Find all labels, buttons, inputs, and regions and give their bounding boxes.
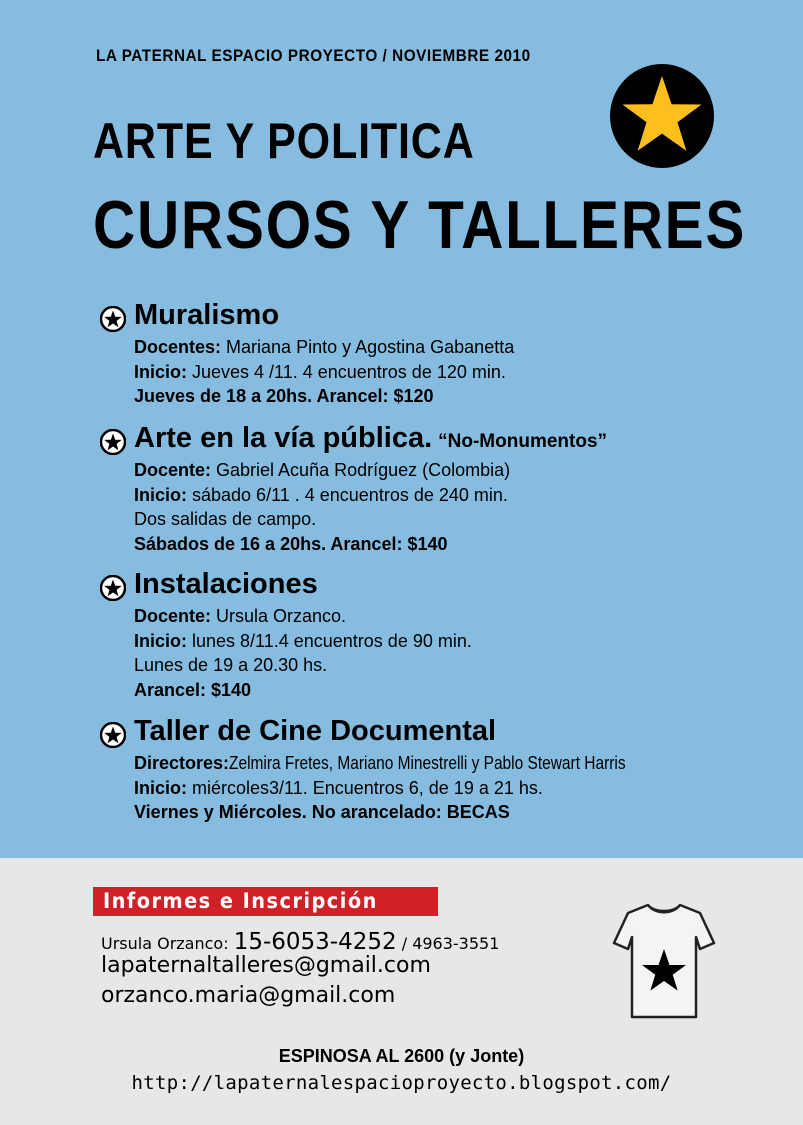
schedule-fee: Jueves de 18 a 20hs. Arancel: $120	[134, 386, 434, 406]
start-value: sábado 6/11 . 4 encuentros de 240 min.	[187, 484, 508, 505]
teacher-label: Docentes:	[134, 337, 222, 357]
directors-label: Directores:	[134, 753, 230, 773]
start-value: lunes 8/11.4 encuentros de 90 min.	[187, 630, 472, 651]
teacher-value: Mariana Pinto y Agostina Gabanetta	[221, 337, 515, 357]
start-label: Inicio:	[134, 777, 187, 798]
tshirt-icon	[610, 885, 718, 1023]
contact-name: Ursula Orzanco:	[101, 934, 234, 953]
teacher-label: Docente:	[134, 606, 212, 626]
start-label: Inicio:	[134, 630, 187, 651]
star-bullet-icon	[100, 722, 126, 748]
start-label: Inicio:	[134, 484, 187, 505]
schedule-fee: Sábados de 16 a 20hs. Arancel: $140	[134, 533, 448, 554]
contact-phone-alt[interactable]: / 4963-3551	[396, 934, 500, 953]
contact-phone[interactable]: 15-6053-4252	[233, 929, 397, 955]
course-subtitle: “No-Monumentos”	[438, 431, 608, 452]
star-bullet-icon	[100, 306, 126, 332]
schedule-fee: Viernes y Miércoles. No arancelado: BECAS	[134, 802, 510, 822]
venue-date-header: LA PATERNAL ESPACIO PROYECTO / NOVIEMBRE 2010	[96, 46, 531, 65]
course-title: Muralismo	[134, 299, 280, 331]
fee: Arancel: $140	[134, 679, 252, 700]
email-link-1[interactable]: lapaternaltalleres@gmail.com	[101, 953, 431, 978]
main-title: ARTE Y POLITICA	[93, 113, 475, 169]
start-value: miércoles3/11. Encuentros 6, de 19 a 21 hs.	[187, 777, 543, 798]
schedule: Lunes de 19 a 20.30 hs.	[134, 655, 328, 675]
course-title: Arte en la vía pública.	[134, 422, 433, 454]
email-link-2[interactable]: orzanco.maria@gmail.com	[101, 983, 396, 1008]
course-title: Taller de Cine Documental	[134, 715, 497, 747]
start-label: Inicio:	[134, 361, 187, 382]
star-in-circle-icon	[610, 64, 714, 168]
info-title: Informes e Inscripción	[103, 889, 378, 913]
main-subtitle: CURSOS Y TALLERES	[93, 187, 747, 263]
course-title: Instalaciones	[134, 568, 318, 600]
teacher-label: Docente:	[134, 460, 212, 480]
start-value: Jueves 4 /11. 4 encuentros de 120 min.	[187, 361, 506, 382]
contact-line	[101, 929, 499, 955]
extra-info: Dos salidas de campo.	[134, 509, 317, 529]
star-bullet-icon	[100, 575, 126, 601]
teacher-value: Gabriel Acuña Rodríguez (Colombia)	[211, 460, 511, 480]
directors-value: Zelmira Fretes, Mariano Minestrelli y Pablo Stewart Harris	[229, 753, 626, 773]
address: ESPINOSA AL 2600 (y Jonte)	[278, 1046, 525, 1066]
star-bullet-icon	[100, 429, 126, 455]
teacher-value: Ursula Orzanco.	[211, 606, 347, 626]
blog-url-link[interactable]: http://lapaternalespacioproyecto.blogspot.com/	[131, 1072, 672, 1094]
